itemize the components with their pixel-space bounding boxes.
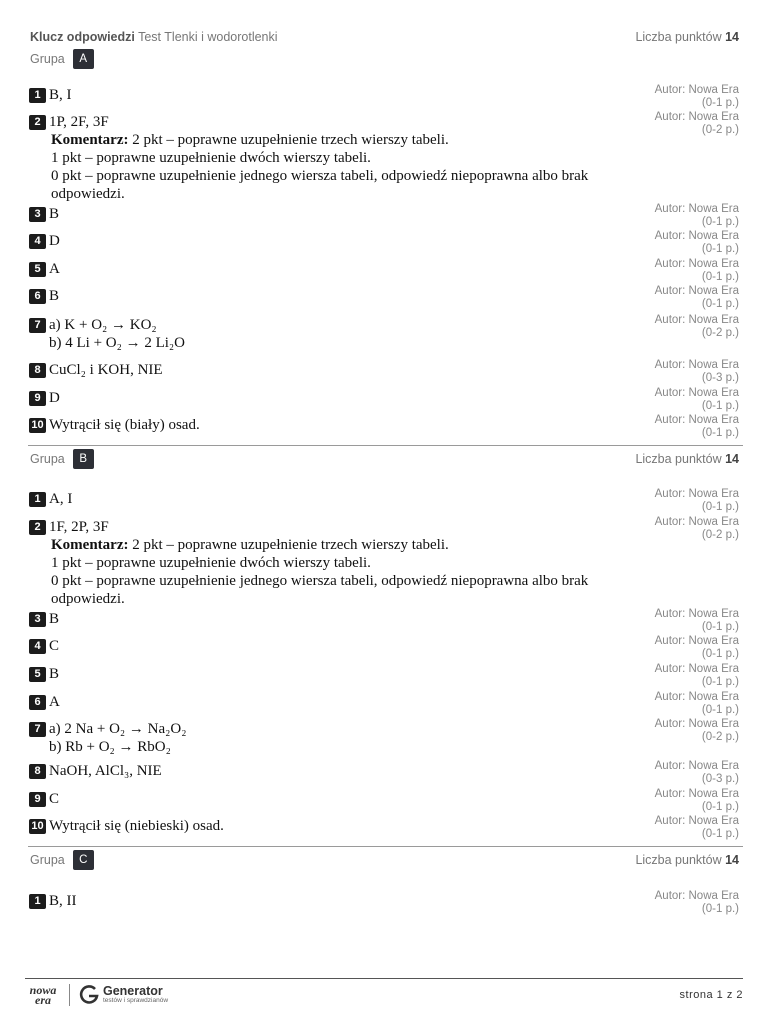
answer-item (29, 359, 739, 384)
group-letter-badge: B (73, 449, 94, 469)
answer-item (29, 387, 739, 412)
item-meta (655, 635, 739, 661)
answer-item (29, 488, 739, 513)
group-a-header (30, 48, 739, 70)
points-range: (0-1 p.) (701, 271, 739, 283)
question-number: 10 (29, 819, 46, 834)
author-label: Autor: Nowa Era (654, 635, 739, 647)
answer-text: B (49, 288, 60, 304)
group-letter-badge: C (73, 850, 94, 870)
question-number: 2 (29, 115, 46, 130)
answer-text (49, 720, 739, 756)
question-number: 3 (29, 612, 46, 627)
answer-item (29, 258, 739, 283)
group-b-header (30, 448, 739, 470)
group-points-value: 14 (725, 452, 739, 466)
item-meta (655, 230, 739, 256)
total-points-value: 14 (725, 30, 739, 44)
total-points-label: Liczba punktów (635, 30, 722, 44)
generator-title: Generator (103, 984, 163, 998)
document-title (30, 30, 278, 44)
answer-text: C (49, 638, 60, 654)
author-label: Autor: Nowa Era (654, 359, 739, 371)
item-meta (655, 663, 739, 689)
author-label: Autor: Nowa Era (654, 788, 739, 800)
group-c-header (30, 849, 739, 871)
points-range: (0-3 p.) (701, 773, 739, 785)
answer-text: C (49, 791, 60, 807)
answer-item (29, 890, 739, 915)
answer-text: CuCl₂ i KOH, NIE (49, 362, 163, 378)
question-number: 9 (29, 391, 46, 406)
document-header (30, 28, 739, 46)
comment-label: Komentarz: (51, 537, 129, 553)
answer-item (29, 663, 739, 688)
answer-text: B (49, 666, 60, 682)
points-range: (0-2 p.) (701, 124, 739, 136)
author-label: Autor: Nowa Era (654, 230, 739, 242)
answer-item (29, 691, 739, 716)
answer-text: NaOH, AlCl₃, NIE (49, 763, 162, 779)
answer-item (29, 316, 739, 352)
item-meta (655, 815, 739, 841)
author-label: Autor: Nowa Era (654, 258, 739, 270)
answer-text: A (49, 261, 60, 277)
item-meta (655, 387, 739, 413)
answer-text: A, I (49, 491, 73, 507)
author-label: Autor: Nowa Era (654, 314, 739, 326)
question-number: 7 (29, 722, 46, 737)
question-number: 3 (29, 207, 46, 222)
answer-line-b: b) 4 Li + O₂ → 2 Li₂O (49, 335, 185, 351)
item-meta (655, 414, 739, 440)
item-meta (655, 718, 739, 744)
item-meta (655, 314, 739, 340)
question-number: 2 (29, 520, 46, 535)
answer-line-a: a) 2 Na + O₂ → Na₂O₂ (49, 721, 187, 737)
author-label: Autor: Nowa Era (654, 815, 739, 827)
answer-text: Wytrącił się (biały) osad. (49, 417, 200, 433)
item-meta (655, 760, 739, 786)
points-range: (0-1 p.) (701, 648, 739, 660)
group-label: Grupa (30, 853, 65, 867)
points-range: (0-2 p.) (701, 731, 739, 743)
answer-item (29, 720, 739, 756)
generator-g-icon (78, 984, 100, 1006)
comment-line: 1 pkt – poprawne uzupełnienie dwóch wierszy tabeli. (51, 150, 371, 166)
item-meta (655, 788, 739, 814)
group-letter-badge: A (73, 49, 94, 69)
answer-item (29, 285, 739, 310)
author-label: Autor: Nowa Era (654, 890, 739, 902)
answer-item (29, 414, 739, 439)
group-label: Grupa (30, 452, 65, 466)
answer-item (29, 788, 739, 813)
comment-line: 2 pkt – poprawne uzupełnienie trzech wierszy tabeli. (132, 537, 449, 553)
footer-divider (25, 978, 743, 979)
answer-text: B, I (49, 87, 72, 103)
answer-item (29, 635, 739, 660)
question-number: 9 (29, 792, 46, 807)
points-range: (0-1 p.) (701, 216, 739, 228)
answer-line-a: a) K + O₂ → KO₂ (49, 317, 157, 333)
author-label: Autor: Nowa Era (654, 414, 739, 426)
author-label: Autor: Nowa Era (654, 718, 739, 730)
points-range: (0-1 p.) (701, 903, 739, 915)
author-label: Autor: Nowa Era (654, 516, 739, 528)
points-range: (0-1 p.) (701, 243, 739, 255)
answer-item (29, 113, 739, 203)
answer-text: B, II (49, 893, 77, 909)
answer-item (29, 608, 739, 633)
group-divider (28, 445, 743, 446)
nowa-era-logo: nowa era (29, 983, 57, 1007)
item-meta (655, 488, 739, 514)
comment-line: 0 pkt – poprawne uzupełnienie jednego wiersza tabeli, odpowiedź niepoprawna albo brak odpowiedzi. (51, 168, 589, 202)
answer-item (29, 203, 739, 228)
item-meta (655, 608, 739, 634)
title-bold: Klucz odpowiedzi (30, 30, 135, 44)
author-label: Autor: Nowa Era (654, 663, 739, 675)
group-points-label: Liczba punktów (635, 452, 722, 466)
question-number: 4 (29, 639, 46, 654)
points-range: (0-1 p.) (701, 704, 739, 716)
points-range: (0-1 p.) (701, 621, 739, 633)
item-meta (655, 84, 739, 110)
comment-line: 0 pkt – poprawne uzupełnienie jednego wiersza tabeli, odpowiedź niepoprawna albo brak odpowiedzi. (51, 573, 589, 607)
item-meta (655, 111, 739, 137)
points-range: (0-2 p.) (701, 529, 739, 541)
answer-text: D (49, 390, 60, 406)
points-range: (0-2 p.) (701, 327, 739, 339)
item-meta (655, 890, 739, 916)
question-number: 8 (29, 363, 46, 378)
points-range: (0-1 p.) (701, 828, 739, 840)
answer-text: B (49, 611, 60, 627)
answer-text: 1F, 2P, 3F (49, 519, 109, 535)
page-footer (25, 980, 743, 1010)
question-number: 6 (29, 289, 46, 304)
answer-text: B (49, 206, 60, 222)
author-label: Autor: Nowa Era (654, 203, 739, 215)
author-label: Autor: Nowa Era (654, 608, 739, 620)
question-number: 6 (29, 695, 46, 710)
points-range: (0-1 p.) (701, 298, 739, 310)
answer-text: 1P, 2F, 3F (49, 114, 109, 130)
points-range: (0-1 p.) (701, 97, 739, 109)
answer-text (49, 316, 739, 352)
comment-line: 2 pkt – poprawne uzupełnienie trzech wierszy tabeli. (132, 132, 449, 148)
answer-item (29, 760, 739, 785)
group-label: Grupa (30, 52, 65, 66)
item-meta (655, 516, 739, 542)
author-label: Autor: Nowa Era (654, 285, 739, 297)
points-range: (0-1 p.) (701, 400, 739, 412)
logo-divider (69, 984, 70, 1006)
question-number: 5 (29, 262, 46, 277)
item-meta (655, 691, 739, 717)
generator-subtitle: testów i sprawdzianów (103, 997, 169, 1004)
author-label: Autor: Nowa Era (654, 691, 739, 703)
question-number: 10 (29, 418, 46, 433)
author-label: Autor: Nowa Era (654, 760, 739, 772)
scoring-comment (51, 131, 641, 203)
question-number: 5 (29, 667, 46, 682)
comment-label: Komentarz: (51, 132, 129, 148)
page-number: strona 1 z 2 (679, 989, 743, 1001)
author-label: Autor: Nowa Era (654, 488, 739, 500)
author-label: Autor: Nowa Era (654, 111, 739, 123)
answer-text: A (49, 694, 60, 710)
item-meta (655, 258, 739, 284)
group-points (635, 452, 739, 466)
generator-logo (78, 984, 168, 1006)
points-range: (0-1 p.) (701, 501, 739, 513)
comment-line: 1 pkt – poprawne uzupełnienie dwóch wierszy tabeli. (51, 555, 371, 571)
answer-item (29, 518, 739, 608)
answer-text: Wytrącił się (niebieski) osad. (49, 818, 224, 834)
total-points (635, 30, 739, 44)
title-rest: Test Tlenki i wodorotlenki (138, 30, 278, 44)
author-label: Autor: Nowa Era (654, 84, 739, 96)
question-number: 8 (29, 764, 46, 779)
answer-item (29, 84, 739, 109)
group-points-label: Liczba punktów (635, 853, 722, 867)
points-range: (0-1 p.) (701, 801, 739, 813)
question-number: 4 (29, 234, 46, 249)
points-range: (0-3 p.) (701, 372, 739, 384)
points-range: (0-1 p.) (701, 676, 739, 688)
question-number: 1 (29, 894, 46, 909)
question-number: 7 (29, 318, 46, 333)
answer-item (29, 230, 739, 255)
question-number: 1 (29, 88, 46, 103)
answer-item (29, 815, 739, 840)
item-meta (655, 203, 739, 229)
answer-text: D (49, 233, 60, 249)
item-meta (655, 359, 739, 385)
question-number: 1 (29, 492, 46, 507)
group-points-value: 14 (725, 853, 739, 867)
scoring-comment (51, 536, 641, 608)
answer-line-b: b) Rb + O₂ → RbO₂ (49, 739, 171, 755)
group-points (635, 853, 739, 867)
group-divider (28, 846, 743, 847)
item-meta (655, 285, 739, 311)
points-range: (0-1 p.) (701, 427, 739, 439)
author-label: Autor: Nowa Era (654, 387, 739, 399)
